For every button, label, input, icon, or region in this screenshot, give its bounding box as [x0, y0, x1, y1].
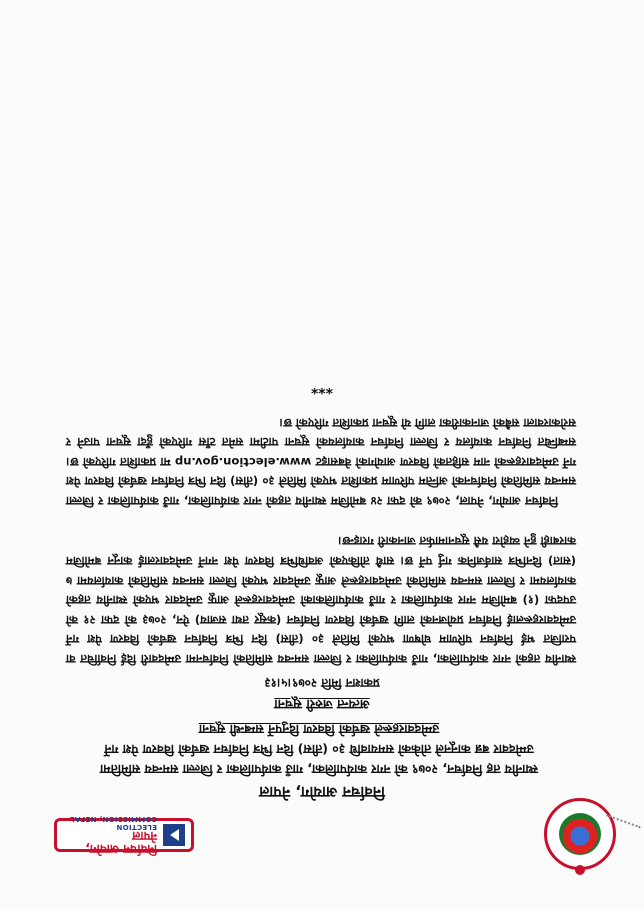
notice-paragraph: निर्वाचन आयोग, नेपाल, २०७९ को दफा २४ बमोजिम स्थानीय तहको नगर कार्यपालिका, गाउँ कार्यपालिका र जिल्ला समन्वय समितिको निर्वाचनको अन्तिम परिणाम प्रकाशित भएको मितिले ३० (तीस) दिन भित्र निर्वाचन खर्चको विवरण पेश गर्ने उम्मेदवारहरूको नाम सहितको विवरण आयोगको वेबसाइट www.election.gov.np मा प्रकाशित गरिएको छ। सम्बन्धित निर्वाचन कार्यालय र जिल्ला निर्वाचन कार्यालयको सूचना पाटीमा समेत टाँस गरिएको हुँदा सूचना पाउने र सरोकारवाला सबैको जानकारीका लागि यो सूचना प्रकाशित गरिएको छ।	[66, 415, 576, 508]
election-commission-logo	[54, 815, 194, 856]
nepal-emblem-icon	[544, 798, 616, 870]
notice-title-line: स्थानीय तह निर्वाचन, २०७९ को नगर कार्यपालिका, गाउँ कार्यपालिका र जिल्ला समन्वय समितिमा	[99, 762, 539, 777]
organization-name: निर्वाचन आयोग, नेपाल	[259, 783, 385, 801]
ballot-arrow-icon	[163, 824, 185, 846]
notice-title-line: उम्मेदवार बन्न कानूनले तोकेको समयावधि ३० (तीस) दिन भित्र निर्वाचन खर्चको विवरण पेश गर्ने	[104, 742, 534, 757]
notice-title-line: उम्मेदवारहरूले खर्चको विवरण दिनुपर्ने सम्बन्धी सूचना	[198, 722, 440, 737]
logo-text-english: ELECTION COMMISSION, NEPAL	[69, 815, 157, 831]
notice-heading: अत्यन्त जरुरी सूचना	[274, 696, 370, 711]
logo-text-nepali: निर्वाचन आयोग, नेपाल	[85, 829, 157, 856]
ending-mark: ***	[311, 380, 333, 396]
notice-paragraph: स्थानीय तहको नगर कार्यपालिका, गाउँ कार्यपालिका र जिल्ला समन्वय समितिको निर्वाचनमा उम्मेदवारी दिई निर्वाचित वा पराजित भई निर्वाचन परिणाम घोषणा भएको मितिले ३० (तीस) दिन भित्र निर्वाचन खर्चको विवरण पेश गर्ने उम्मेदवारहरूलाई निर्वाचन प्रयोजनको लागि खर्चको विवरण निर्वाचन (कसूर तथा सजाय) ऐन, २०७३ को दफा २१ को उपदफा (१) बमोजिम नगर कार्यपालिका र गाउँ कार्यपालिकाको उम्मेदवारहरूले आफू उम्मेदवार भएको स्थानीय तहको कार्यालयमा र जिल्ला समन्वय समितिको उम्मेदवारहरूले आफू उम्मेदवार भएको जिल्ला समन्वय समितिको कार्यालयमा ७ (सात) दिनभित्र सार्वजनिक गर्नु पर्ने छ। साथै तोकिएको अवधिभित्र विवरण पेश नगर्ने उम्मेदवारलाई कानून बमोजिम कारबाही हुने व्यहोरा यसै सूचनामार्फत जानकारी गराइन्छ।	[66, 534, 576, 666]
publication-date: प्रकाशन मिति २०७९।५।१३	[264, 676, 380, 690]
